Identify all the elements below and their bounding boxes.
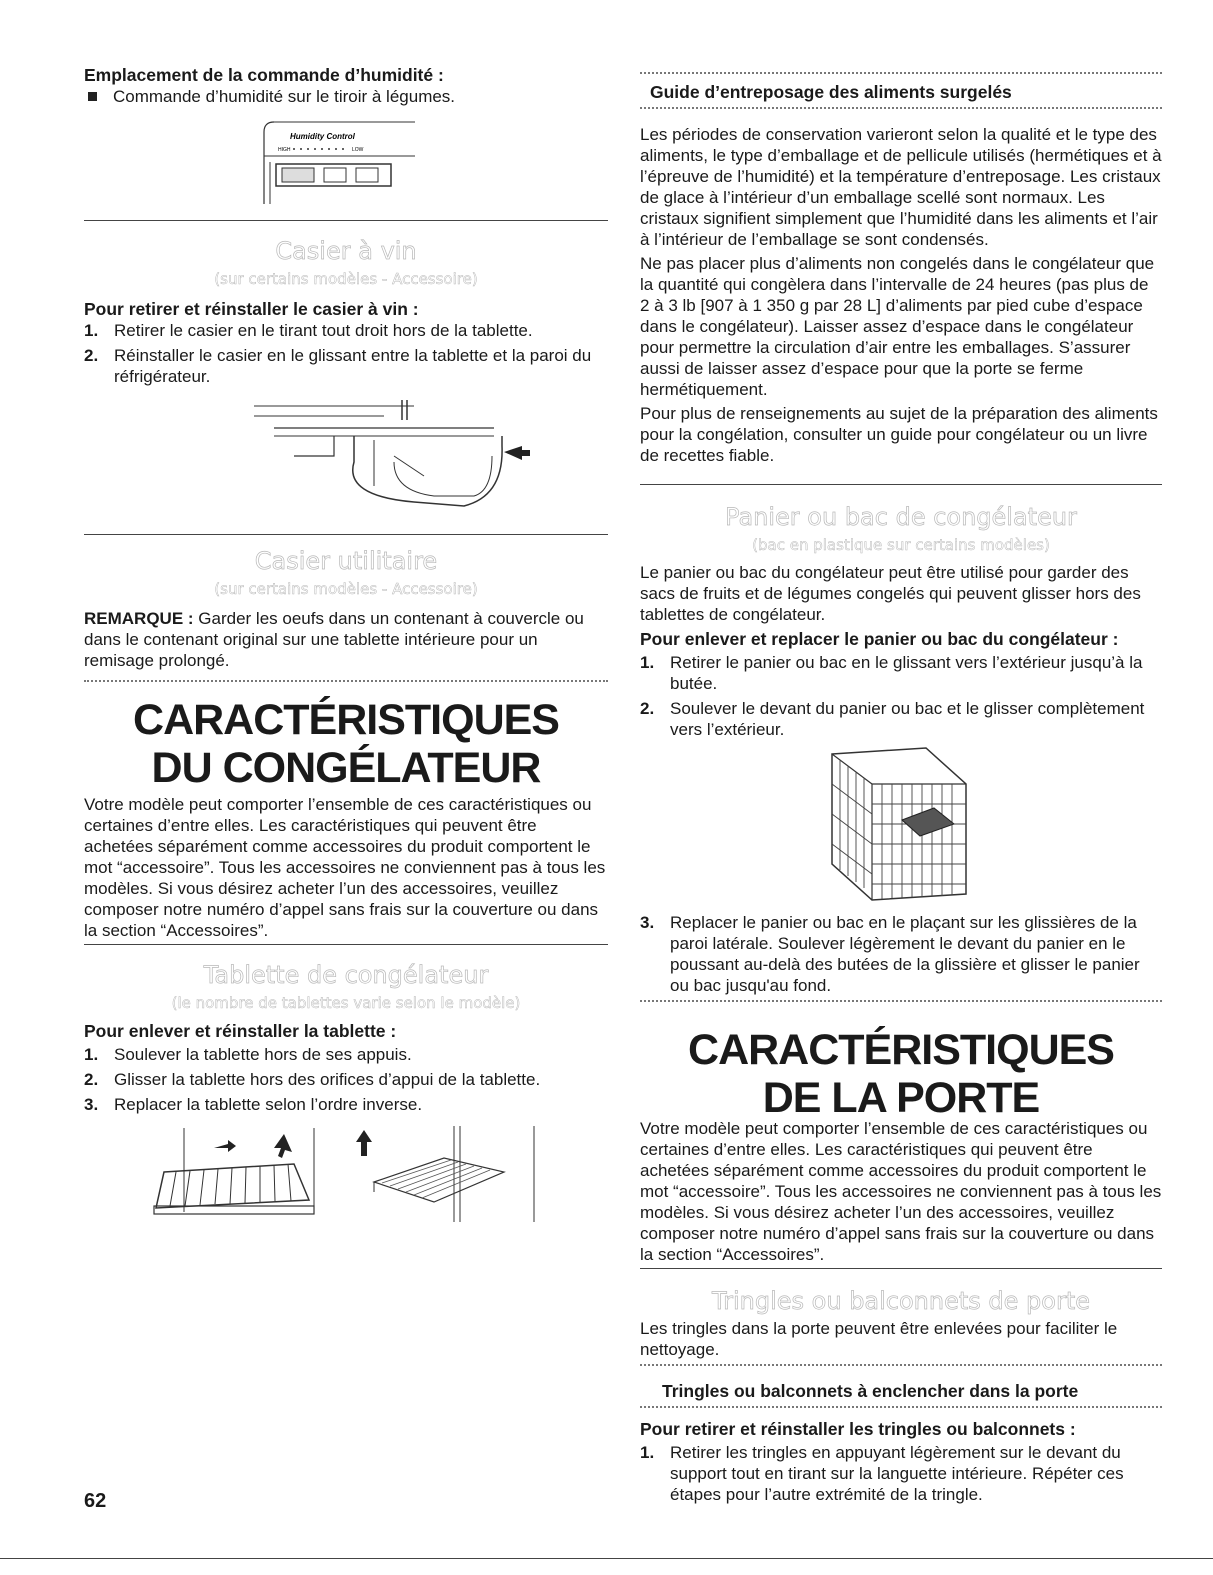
humidity-bullet-text: Commande d’humidité sur le tiroir à légumes. — [113, 87, 456, 106]
arrow-right-icon — [214, 1140, 236, 1152]
section-divider — [640, 484, 1162, 485]
page-number: 62 — [84, 1490, 107, 1512]
guide-paragraph-1: Les périodes de conservation varieront selon la qualité et le type des aliments, le type d’emballage et de pellicule utilisés (hermétiques et à l’épreuve de l’humidité) et la température d’entreposage. Les cristaux de glace à l’intérieur d’un emballage scellé sont normaux. Les cristaux signifient simplement que l’humidité dans les aliments et l’air à l’intérieur de l’emballage se sont condensés. — [640, 125, 1162, 249]
section-divider — [640, 1268, 1162, 1269]
dotted-divider — [640, 107, 1162, 109]
freezer-basket-title: Panier ou bac de congélateur — [725, 503, 1077, 531]
section-divider — [84, 944, 608, 945]
utility-bin-subtitle: (sur certains modèles - Accessoire) — [214, 580, 478, 598]
humidity-control-figure — [260, 118, 420, 208]
dotted-divider — [640, 1000, 1162, 1002]
humidity-bullet — [84, 86, 608, 107]
door-features-title-2: DE LA PORTE — [762, 1074, 1040, 1122]
list-item: 3. Replacer la tablette selon l’ordre inverse. — [84, 1095, 423, 1114]
basket-heading: Pour enlever et replacer le panier ou bac du congélateur : — [640, 629, 1119, 649]
list-item: 2. Soulever le devant du panier ou bac et le glisser complètement vers l’extérieur. — [640, 699, 1145, 739]
list-item: 1. Soulever la tablette hors de ses appuis. — [84, 1045, 412, 1064]
rails-remove-heading: Pour retirer et réinstaller les tringles ou balconnets : — [640, 1419, 1076, 1439]
freezer-shelf-heading: Pour enlever et réinstaller la tablette : — [84, 1021, 397, 1041]
freezer-intro: Votre modèle peut comporter l’ensemble de ces caractéristiques ou certaines d’entre elles. Les caractéristiques qui peuvent être achetées séparément comme accessoires du produit comportent le mot “accessoire”. Tous les accessoires ne conviennent pas à tous les modèles. Si vous désirez acheter l’un des accessoires, veuillez composer notre numéro d’appel sans frais sur la couverture ou dans la section “Accessoires”. — [84, 795, 606, 940]
freezer-shelf-subtitle: (le nombre de tablettes varie selon le modèle) — [171, 994, 521, 1012]
door-rails-title: Tringles ou balconnets de porte — [711, 1287, 1090, 1315]
dotted-divider — [640, 1364, 1162, 1366]
bullet-square-icon — [88, 92, 97, 101]
freezer-shelf-figure-left — [144, 1122, 344, 1226]
dotted-divider — [640, 72, 1162, 74]
freezer-features-title-2: DU CONGÉLATEUR — [151, 744, 541, 792]
freezer-shelf-title: Tablette de congélateur — [203, 961, 489, 989]
list-item: 2. Glisser la tablette hors des orifices d’appui de la tablette. — [84, 1070, 541, 1089]
list-item: 1. Retirer le casier en le tirant tout droit hors de la tablette. — [84, 321, 533, 340]
dotted-divider — [84, 680, 608, 682]
list-item: 1. Retirer les tringles en appuyant légèrement sur le devant du support tout en tirant sur la languette intérieure. Répéter ces étapes pour l’autre extrémité de la tringle. — [640, 1443, 1124, 1504]
wine-rack-steps — [84, 320, 608, 387]
guide-paragraph-2: Ne pas placer plus d’aliments non congelés dans le congélateur que la quantité qui congèlera dans l’intervalle de 24 heures (pas plus de 2 à 3 lb [907 à 1 350 g par 28 L] d’aliments par pied cube d’espace dans le congélateur). Laisser assez d’espace dans le congélateur pour permettre la circulation d’air entre les emballages. S’assurer aussi de laisser assez d’espace pour que la porte se ferme hermétiquement. — [640, 254, 1155, 399]
list-item: 2. Réinstaller le casier en le glissant entre la tablette et la paroi du réfrigérateur. — [84, 346, 592, 386]
arrow-up-icon — [356, 1130, 372, 1156]
wine-rack-title: Casier à vin — [275, 237, 417, 265]
arrow-left-icon — [504, 446, 530, 460]
note-text: Garder les oeufs dans un contenant à couvercle ou dans le contenant original sur une tablette intérieure pour un remisage prolongé. — [84, 609, 584, 670]
dotted-divider — [640, 1406, 1162, 1408]
wine-rack-figure — [234, 396, 534, 520]
guide-paragraph-3: Pour plus de renseignements au sujet de la préparation des aliments pour la congélation, consulter un guide pour congélateur ou un livre de recettes fiable. — [640, 404, 1158, 465]
freezer-shelf-figure-right — [334, 1122, 554, 1226]
freezer-basket-subtitle: (bac en plastique sur certains modèles) — [752, 536, 1050, 554]
wine-rack-heading: Pour retirer et réinstaller le casier à vin : — [84, 299, 419, 319]
basket-step-3 — [640, 912, 1162, 1000]
freezer-features-title-1: CARACTÉRISTIQUES — [133, 696, 559, 744]
basket-intro: Le panier ou bac du congélateur peut être utilisé pour garder des sacs de fruits et de légumes congelés qui peuvent glisser hors des tablettes de congélateur. — [640, 563, 1141, 624]
rails-steps — [640, 1442, 1162, 1505]
section-divider — [84, 220, 608, 221]
note-label: REMARQUE : — [84, 609, 194, 628]
arrow-up-icon — [274, 1134, 292, 1158]
basket-steps — [640, 652, 1162, 740]
humidity-heading: Emplacement de la commande d’humidité : — [84, 65, 444, 85]
door-intro: Votre modèle peut comporter l’ensemble de ces caractéristiques ou certaines d’entre elles. Les caractéristiques qui peuvent être achetées séparément comme accessoires du produit comportent le mot “accessoire”. Tous les accessoires ne conviennent pas à tous les modèles. Si vous désirez acheter l’un des accessoires, veuillez composer notre numéro d’appel sans frais sur la couverture ou dans la section “Accessoires”. — [640, 1119, 1162, 1264]
door-rails-text: Les tringles dans la porte peuvent être enlevées pour faciliter le nettoyage. — [640, 1319, 1118, 1359]
wire-basket-figure — [826, 744, 976, 902]
door-features-title-1: CARACTÉRISTIQUES — [688, 1026, 1114, 1074]
humidity-fig-title: Humidity Control — [290, 132, 355, 141]
utility-bin-title: Casier utilitaire — [254, 547, 438, 575]
humidity-fig-high: HIGH — [278, 147, 291, 153]
wine-rack-subtitle: (sur certains modèles - Accessoire) — [214, 270, 478, 288]
list-item: 1. Retirer le panier ou bac en le glissant vers l’extérieur jusqu’à la butée. — [640, 653, 1143, 693]
frozen-storage-heading: Guide d’entreposage des aliments surgelés — [650, 82, 1012, 102]
freezer-shelf-steps — [84, 1044, 608, 1115]
section-divider — [84, 534, 608, 535]
list-item: 3. Replacer le panier ou bac en le plaçant sur les glissières de la paroi latérale. Soulever légèrement le devant du panier en le poussant au-delà des butées de la glissière et glisser le panier ou bac jusqu'au fond. — [640, 913, 1140, 995]
humidity-fig-low: LOW — [352, 147, 364, 153]
snap-rails-heading: Tringles ou balconnets à enclencher dans la porte — [662, 1381, 1079, 1401]
bottom-rule — [0, 1558, 1213, 1559]
utility-note — [84, 608, 608, 671]
